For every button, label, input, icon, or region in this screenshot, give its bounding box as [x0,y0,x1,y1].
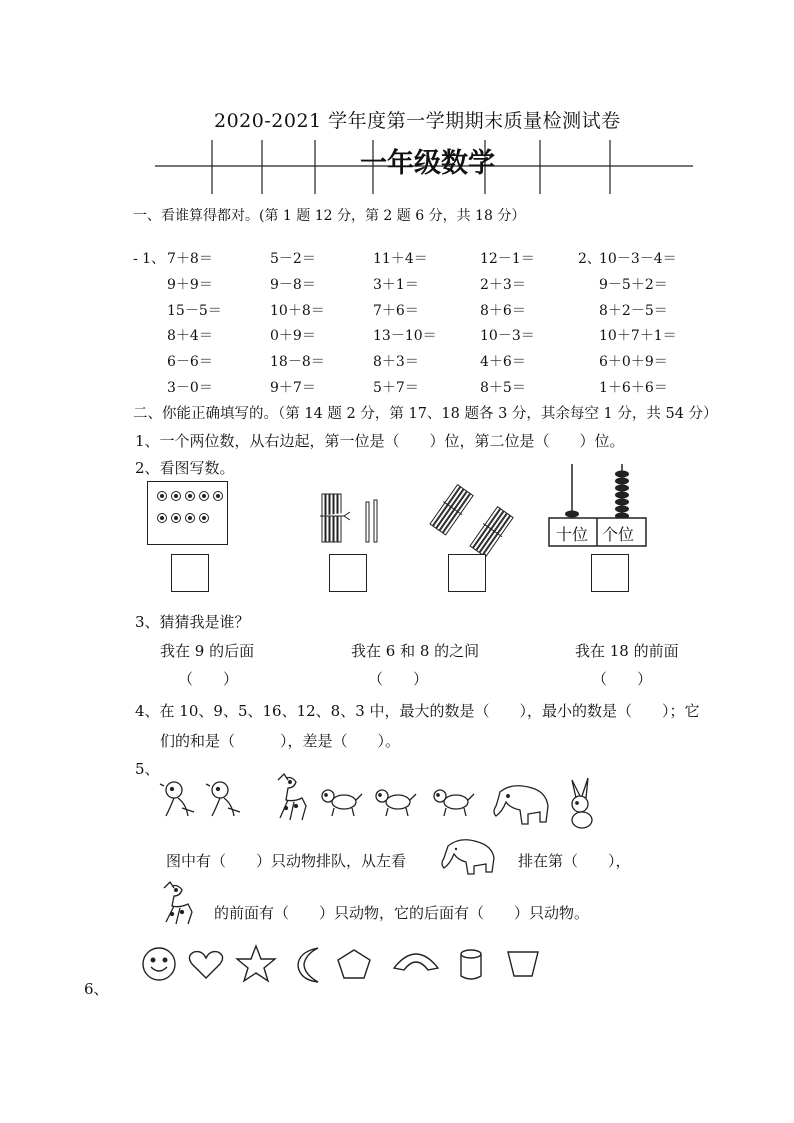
arith-problem: 8＋4＝ [167,328,213,344]
arith-problem: 7＋6＝ [373,303,419,319]
elephant-icon [494,786,548,824]
arith-problem: 9－5＋2＝ [599,277,668,293]
arith-problem: 10－3－4＝ [599,251,677,267]
heart-icon [189,952,222,978]
guess-blank[interactable]: （ ） [368,670,429,688]
elephant-icon [440,838,500,874]
arith-problem: 8＋3＝ [373,354,419,370]
monkey-icon [160,782,194,816]
arith-problem: 11＋4＝ [373,251,428,267]
answer-box[interactable] [591,554,629,592]
stick-icon [366,500,377,542]
question-3: 3、猜猜我是谁？ [135,613,250,631]
rabbit-icon [572,778,592,828]
arith-problem: 18－8＝ [270,354,325,370]
guess-item: 我在 6 和 8 的之间 [351,642,480,660]
abacus-ones-label: 个位 [602,525,635,544]
arith-problem: 2＋3＝ [480,277,526,293]
arith-problem: 15－5＝ [167,303,222,319]
q1-label: - 1、 [133,251,166,267]
question-2: 2、看图写数。 [135,459,235,477]
shapes-row [136,944,546,984]
star-icon [237,946,275,981]
arith-problem: 8＋6＝ [480,303,526,319]
arith-problem: 12－1＝ [480,251,535,267]
question-5-line2: 的前面有（ ）只动物，它的后面有（ ）只动物。 [214,904,590,922]
answer-box[interactable] [329,554,367,592]
arith-problem: 5＋7＝ [373,380,419,396]
deer-icon [158,880,202,926]
bundle-icon [424,476,512,552]
smiley-icon [143,948,175,980]
exam-subtitle: 一年级数学 [360,148,495,179]
question-5-line1b: 排在第（ ）， [518,852,631,870]
guess-blank[interactable]: （ ） [178,670,239,688]
cylinder-icon [461,950,481,979]
section1-heading: 一、看谁算得都对。(第 1 题 12 分，第 2 题 6 分，共 18 分） [133,208,526,224]
guess-item: 我在 18 的前面 [575,642,679,660]
exam-title: 2020-2021 学年度第一学期期末质量检测试卷 [214,110,621,132]
answer-box[interactable] [448,554,486,592]
arith-problem: 10＋7＋1＝ [599,328,677,344]
arith-problem: 7＋8＝ [167,251,213,267]
arith-problem: 8＋5＝ [480,380,526,396]
bundle-icon [318,490,390,546]
dog-icon [376,790,416,816]
monkey-icon [206,782,240,816]
arith-problem: 10＋8＝ [270,303,325,319]
arch-icon [394,954,438,970]
answer-box[interactable] [171,554,209,592]
q2-label: 2、 [578,251,601,267]
guess-blank[interactable]: （ ） [592,670,653,688]
arith-problem: 9－8＝ [270,277,316,293]
animal-row [160,772,620,832]
guess-item: 我在 9 的后面 [160,642,255,660]
arith-problem: 1＋6＋6＝ [599,380,668,396]
flower-icon [148,482,227,544]
pentagon-icon [338,950,370,978]
question-5-label: 5、 [135,760,160,778]
question-6-label: 6、 [84,980,109,998]
question-1: 1、一个两位数，从右边起，第一位是（ ）位，第二位是（ ）位。 [135,432,625,450]
arith-problem: 6＋0＋9＝ [599,354,668,370]
dog-icon [434,790,474,816]
question-4-line2: 们的和是（ ），差是（ ）。 [160,732,401,750]
abacus-tens-label: 十位 [556,525,589,544]
question-4-line1: 4、在 10、9、5、16、12、8、3 中，最大的数是（ ），最小的数是（ ）；它 [135,702,700,720]
arith-problem: 9＋7＝ [270,380,316,396]
deer-icon [278,774,306,820]
arith-problem: 8＋2－5＝ [599,303,668,319]
moon-icon [298,948,318,982]
arith-problem: 6－6＝ [167,354,213,370]
trapezoid-icon [508,952,538,976]
dog-icon [322,790,362,816]
arith-problem: 9＋9＝ [167,277,213,293]
question-5-line1a: 图中有（ ）只动物排队，从左看 [166,852,407,870]
section2-heading: 二、你能正确填写的。（第 14 题 2 分，第 17、18 题各 3 分，其余每空 1 分，共 54 分） [133,406,718,422]
arith-problem: 4＋6＝ [480,354,526,370]
arith-problem: 3－0＝ [167,380,213,396]
arith-problem: 13－10＝ [373,328,437,344]
arith-problem: 0＋9＝ [270,328,316,344]
arith-problem: 3＋1＝ [373,277,419,293]
arith-problem: 10－3＝ [480,328,535,344]
arith-problem: 5－2＝ [270,251,316,267]
flower-box [147,481,228,545]
